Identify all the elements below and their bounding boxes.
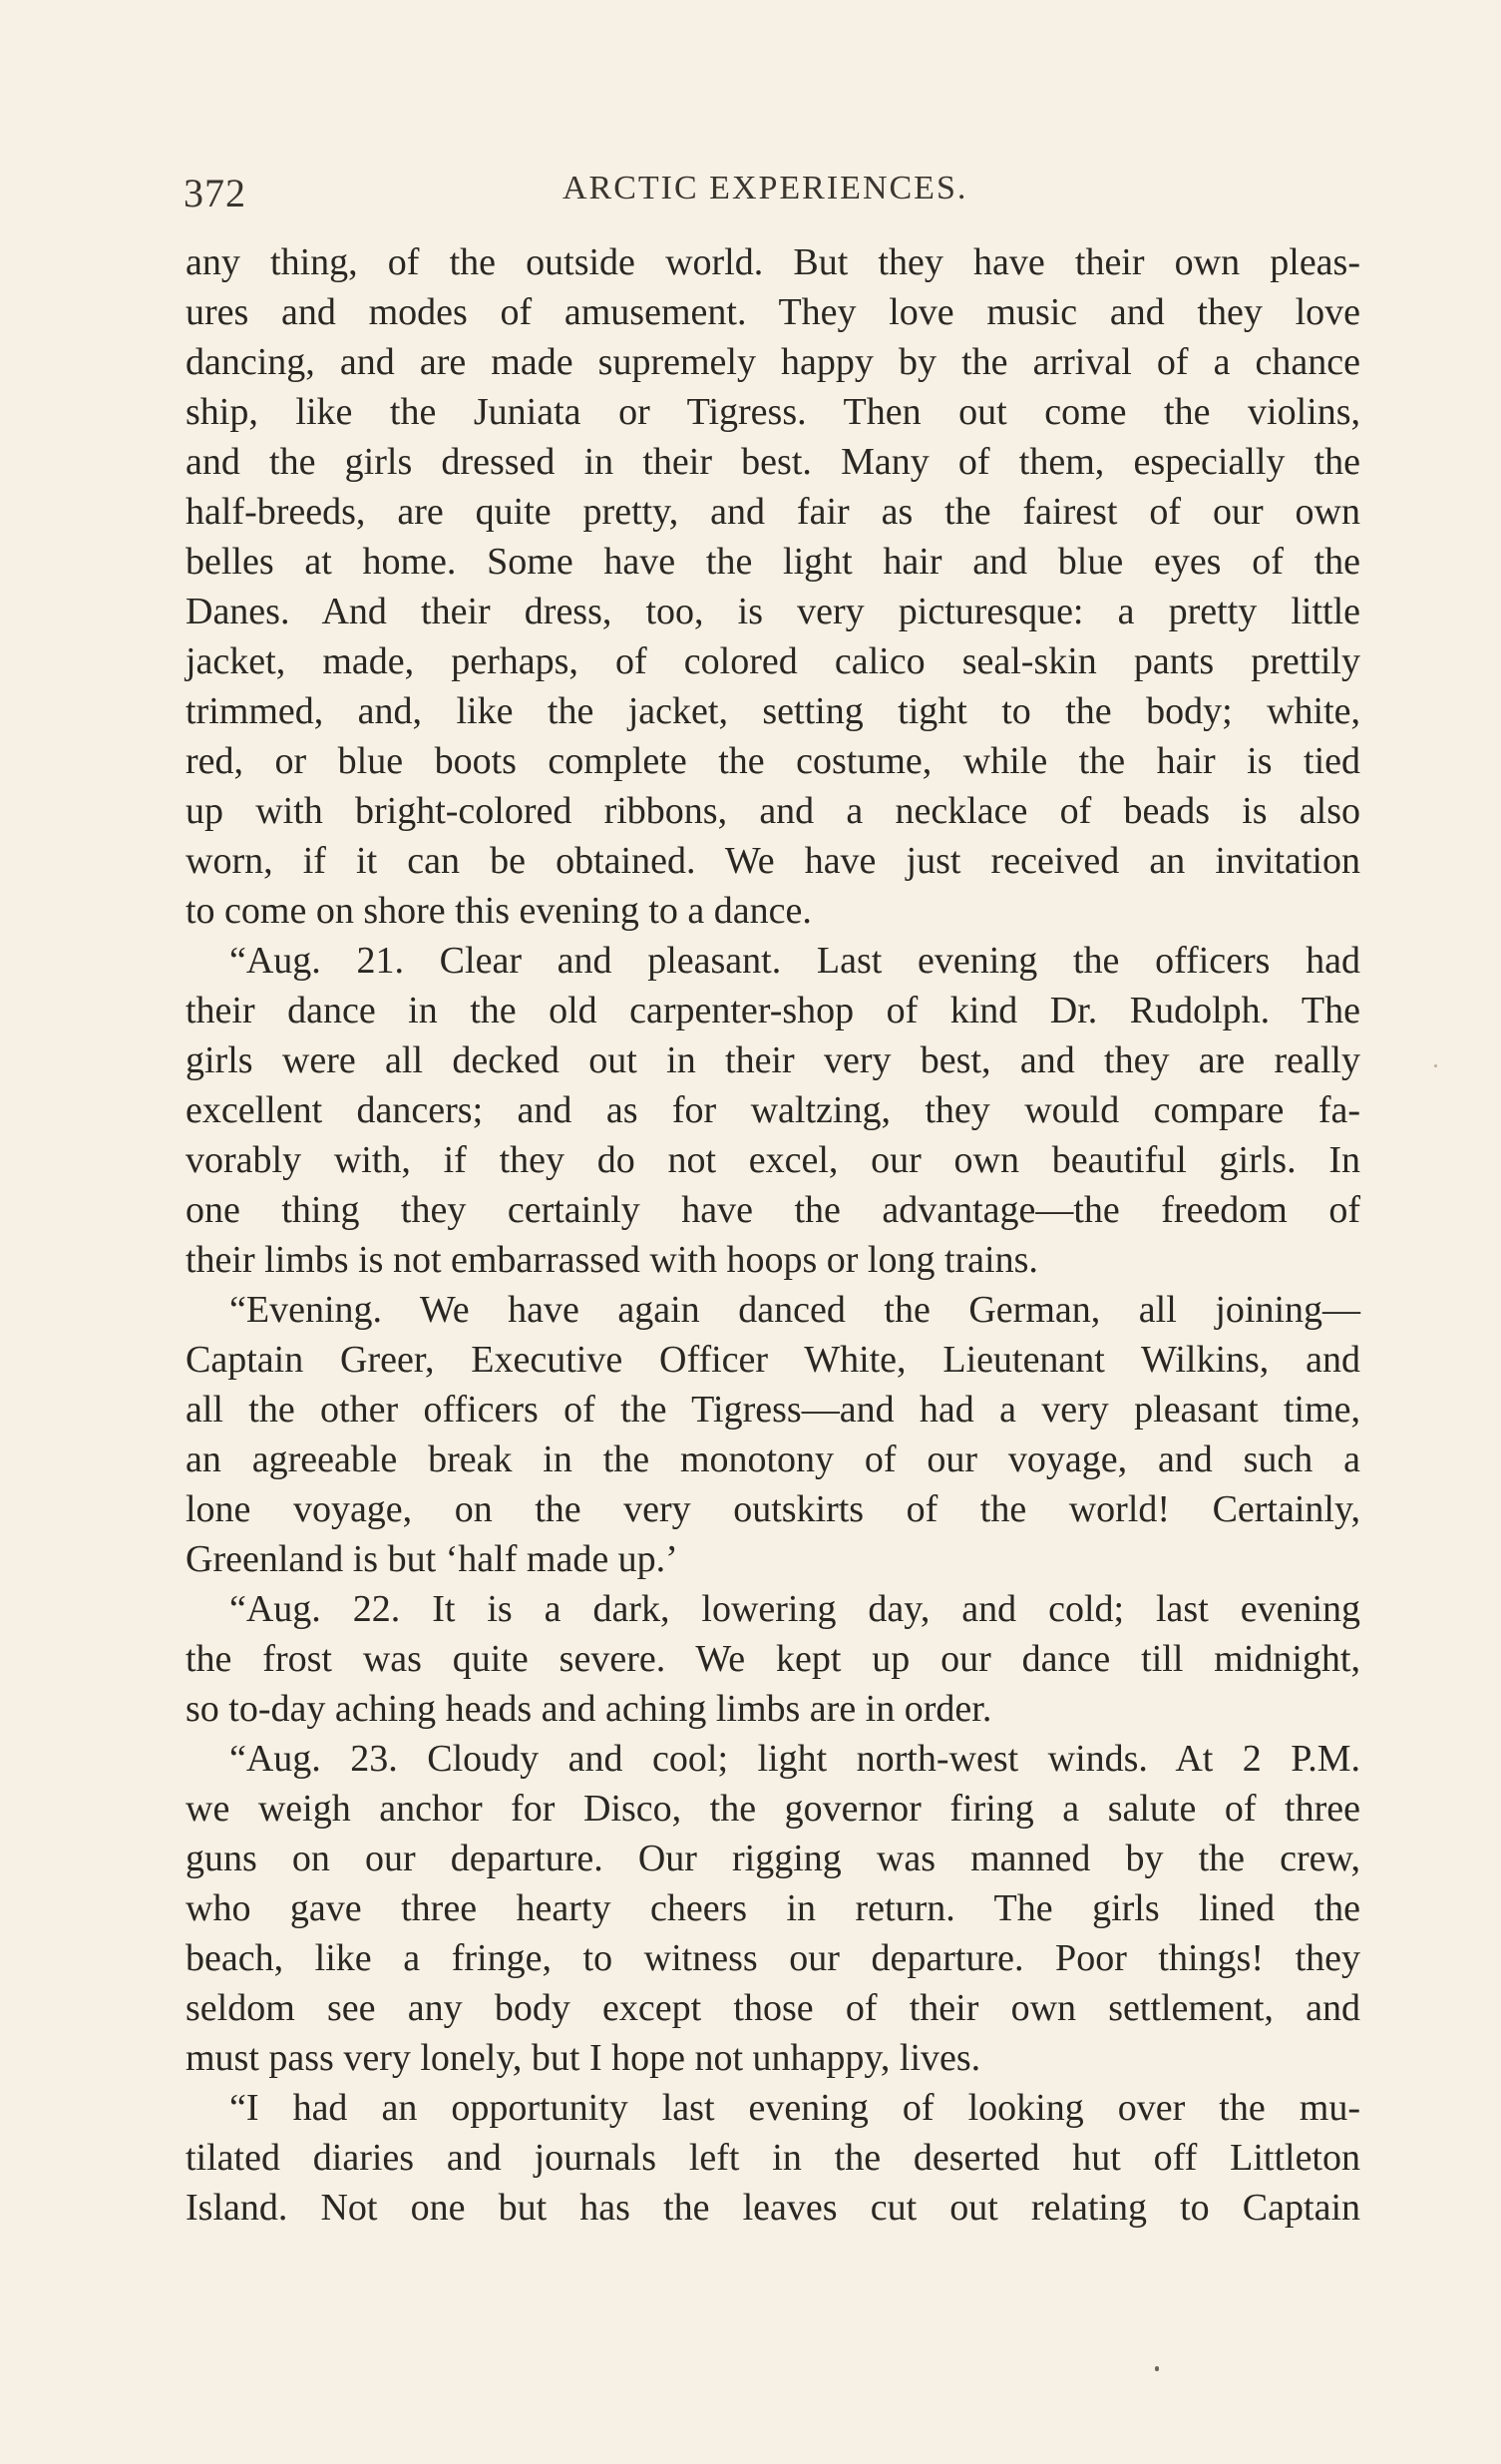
text-line: who gave three hearty cheers in return. The girls lined the — [186, 1887, 1360, 1929]
text-line: Danes. And their dress, too, is very picturesque: a pretty little — [186, 591, 1360, 632]
text-line: up with bright-colored ribbons, and a necklace of beads is also — [186, 790, 1360, 832]
text-line: guns on our departure. Our rigging was manned by the crew, — [186, 1838, 1360, 1879]
text-line: seldom see any body except those of their own settlement, and — [186, 1987, 1360, 2029]
text-line: Island. Not one but has the leaves cut out relating to Captain — [186, 2187, 1360, 2229]
running-head: ARCTIC EXPERIENCES. — [563, 170, 968, 206]
text-line: Greenland is but ‘half made up.’ — [186, 1538, 678, 1580]
text-line: so to-day aching heads and aching limbs are in order. — [186, 1688, 992, 1730]
text-line: beach, like a fringe, to witness our departure. Poor things! they — [186, 1937, 1360, 1979]
text-line: worn, if it can be obtained. We have just received an invitation — [186, 840, 1360, 882]
text-line: and the girls dressed in their best. Many of them, especially the — [186, 441, 1360, 483]
ink-mark — [1155, 2366, 1159, 2371]
page-header — [184, 160, 1360, 219]
text-line: the frost was quite severe. We kept up our dance till midnight, — [186, 1638, 1360, 1680]
text-line: lone voyage, on the very outskirts of the world! Certainly, — [186, 1488, 1360, 1530]
text-line: “Evening. We have again danced the German, all joining— — [229, 1289, 1360, 1331]
text-line: half-breeds, are quite pretty, and fair as the fairest of our own — [186, 491, 1360, 533]
text-line: “Aug. 22. It is a dark, lowering day, and cold; last evening — [229, 1588, 1360, 1630]
body-text — [186, 237, 1360, 2233]
text-line: their dance in the old carpenter-shop of kind Dr. Rudolph. The — [186, 990, 1360, 1031]
text-line: tilated diaries and journals left in the deserted hut off Littleton — [186, 2137, 1360, 2179]
text-line: jacket, made, perhaps, of colored calico seal-skin pants prettily — [186, 640, 1360, 682]
text-line: ship, like the Juniata or Tigress. Then out come the violins, — [186, 391, 1360, 433]
text-line: “Aug. 21. Clear and pleasant. Last evening the officers had — [229, 940, 1360, 982]
text-line: belles at home. Some have the light hair and blue eyes of the — [186, 541, 1360, 583]
text-line: ures and modes of amusement. They love music and they love — [186, 291, 1360, 333]
text-line: “Aug. 23. Cloudy and cool; light north-west winds. At 2 P.M. — [229, 1738, 1360, 1780]
text-line: we weigh anchor for Disco, the governor firing a salute of three — [186, 1788, 1360, 1830]
text-line: excellent dancers; and as for waltzing, they would compare fa- — [186, 1089, 1360, 1131]
page-number: 372 — [184, 171, 246, 215]
text-line: must pass very lonely, but I hope not unhappy, lives. — [186, 2037, 981, 2079]
text-line: girls were all decked out in their very best, and they are really — [186, 1039, 1360, 1081]
text-line: one thing they certainly have the advantage—the freedom of — [186, 1189, 1360, 1231]
text-line: to come on shore this evening to a dance. — [186, 890, 812, 932]
text-line: all the other officers of the Tigress—and had a very pleasant time, — [186, 1389, 1360, 1431]
text-line: “I had an opportunity last evening of looking over the mu- — [229, 2087, 1360, 2129]
text-line: Captain Greer, Executive Officer White, Lieutenant Wilkins, and — [186, 1339, 1360, 1381]
paper-speck — [1434, 1064, 1437, 1067]
text-line: red, or blue boots complete the costume, while the hair is tied — [186, 740, 1360, 782]
text-line: trimmed, and, like the jacket, setting tight to the body; white, — [186, 690, 1360, 732]
text-line: dancing, and are made supremely happy by the arrival of a chance — [186, 341, 1360, 383]
text-line: an agreeable break in the monotony of our voyage, and such a — [186, 1438, 1360, 1480]
text-line: vorably with, if they do not excel, our own beautiful girls. In — [186, 1139, 1360, 1181]
text-line: any thing, of the outside world. But they have their own pleas- — [186, 241, 1360, 283]
text-line: their limbs is not embarrassed with hoops or long trains. — [186, 1239, 1038, 1281]
